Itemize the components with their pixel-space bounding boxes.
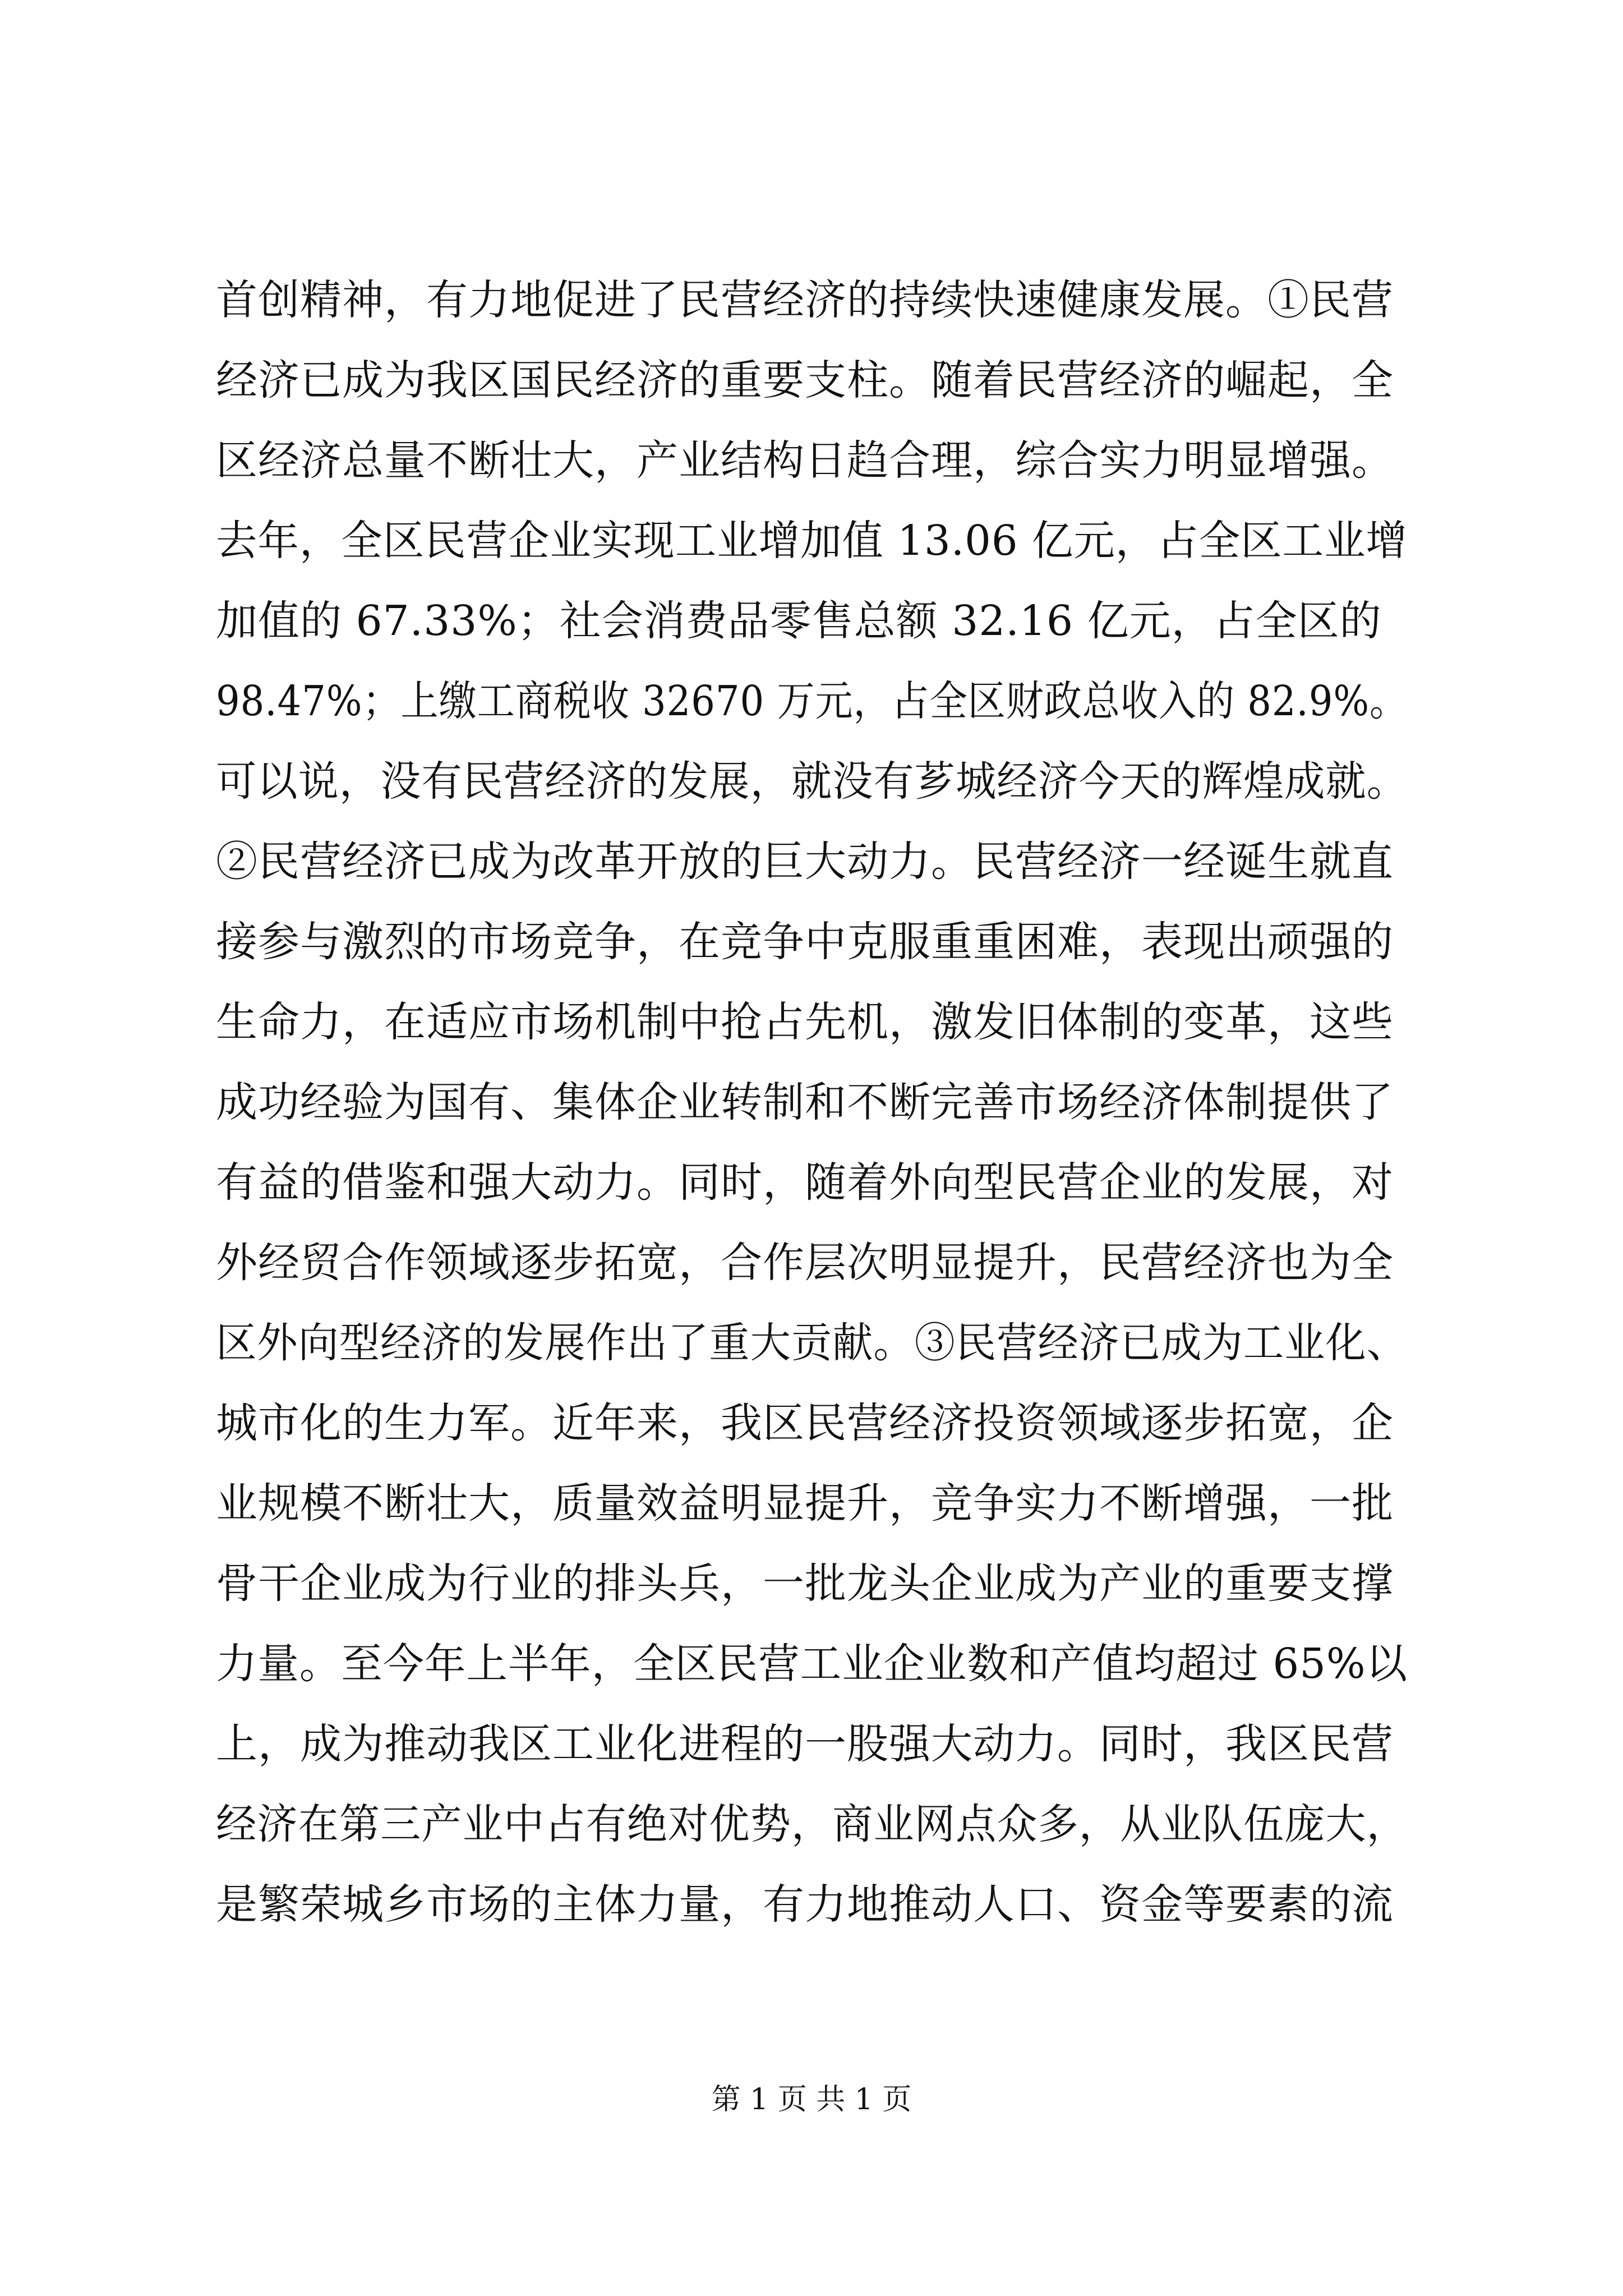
text-line: 接参与激烈的市场竞争，在竞争中克服重重困难，表现出顽强的 bbox=[216, 918, 1394, 966]
text-line: 业规模不断壮大，质量效益明显提升，竞争实力不断增强，一批 bbox=[216, 1479, 1394, 1527]
text-line: 力量。至今年上半年，全区民营工业企业数和产值均超过 65%以 bbox=[216, 1640, 1408, 1688]
text-line: 经济已成为我区国民经济的重要支柱。随着民营经济的崛起，全 bbox=[216, 356, 1394, 404]
text-line: 首创精神，有力地促进了民营经济的持续快速健康发展。①民营 bbox=[216, 276, 1394, 324]
text-line: 98.47%；上缴工商税收 32670 万元，占全区财政总收入的 82.9%。 bbox=[216, 677, 1408, 725]
text-line: 骨干企业成为行业的排头兵，一批龙头企业成为产业的重要支撑 bbox=[216, 1559, 1394, 1608]
page-number: 第 1 页 共 1 页 bbox=[711, 2083, 912, 2116]
text-line: 城市化的生力军。近年来，我区民营经济投资领域逐步拓宽，企 bbox=[216, 1399, 1394, 1447]
text-line: 经济在第三产业中占有绝对优势，商业网点众多，从业队伍庞大， bbox=[216, 1800, 1408, 1848]
text-line: 加值的 67.33%；社会消费品零售总额 32.16 亿元，占全区的 bbox=[216, 597, 1382, 645]
text-line: 成功经验为国有、集体企业转制和不断完善市场经济体制提供了 bbox=[216, 1078, 1394, 1126]
text-line: 可以说，没有民营经济的发展，就没有芗城经济今天的辉煌成就。 bbox=[216, 757, 1408, 806]
text-line: 生命力，在适应市场机制中抢占先机，激发旧体制的变革，这些 bbox=[216, 998, 1394, 1046]
text-line: 上，成为推动我区工业化进程的一股强大动力。同时，我区民营 bbox=[216, 1720, 1394, 1768]
text-line: ②民营经济已成为改革开放的巨大动力。民营经济一经诞生就直 bbox=[216, 838, 1394, 886]
text-line: 有益的借鉴和强大动力。同时，随着外向型民营企业的发展，对 bbox=[216, 1158, 1394, 1207]
text-line: 区经济总量不断壮大，产业结构日趋合理，综合实力明显增强。 bbox=[216, 436, 1394, 485]
text-line: 去年，全区民营企业实现工业增加值 13.06 亿元，占全区工业增 bbox=[216, 517, 1408, 565]
text-line: 是繁荣城乡市场的主体力量，有力地推动人口、资金等要素的流 bbox=[216, 1880, 1394, 1929]
text-line: 区外向型经济的发展作出了重大贡献。③民营经济已成为工业化、 bbox=[216, 1319, 1408, 1367]
text-line: 外经贸合作领域逐步拓宽，合作层次明显提升，民营经济也为全 bbox=[216, 1239, 1394, 1287]
